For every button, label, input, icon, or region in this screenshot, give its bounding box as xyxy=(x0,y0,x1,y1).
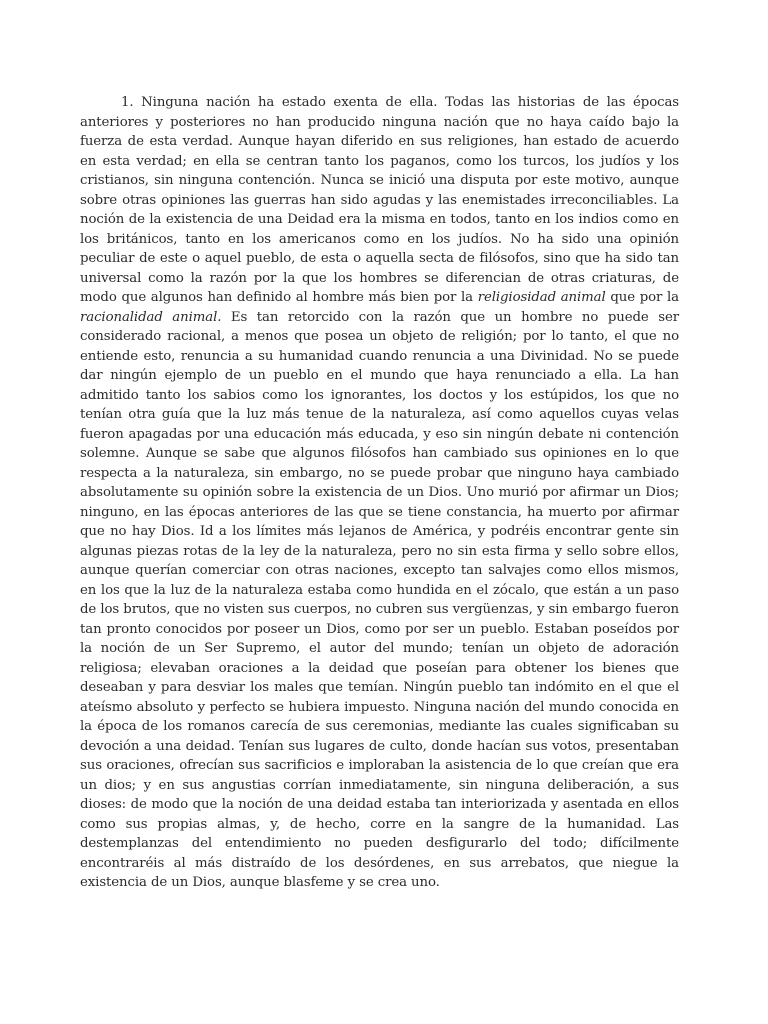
body-text xyxy=(80,93,679,893)
paragraph-1 xyxy=(80,93,679,893)
paragraph-segment-1: 1. Ninguna nación ha estado exenta de ella. Todas las historias de las épocas anteriores y posteriores no han producido ninguna nación que no haya caído bajo la fuerza de esta verdad. Aunque hayan diferido en sus religiones, han estado de acuerdo en esta verdad; en ella se centran tanto los paganos, como los turcos, los judíos y los cristianos, sin ninguna contención. Nunca se inició una disputa por este motivo, aunque sobre otras opiniones las guerras han sido agudas y las enemistades irreconciliables. La noción de la existencia de una Deidad era la misma en todos, tanto en los indios como en los británicos, tanto en los americanos como en los judíos. No ha sido una opinión peculiar de este o aquel pueblo, de esta o aquella secta de filósofos, sino que ha sido tan universal como la razón por la que los hombres se diferencian de otras criaturas, de modo que algunos han definido al hombre más bien por la xyxy=(80,95,679,305)
paragraph-segment-2: que por la xyxy=(605,290,679,305)
emphasis-religiosidad-animal: religiosidad animal xyxy=(477,290,606,305)
paragraph-segment-3: Es tan retorcido con la razón que un hombre no puede ser considerado racional, a menos que posea un objeto de religión; por lo tanto, el que no entiende esto, renuncia a su humanidad cuando renuncia a una Divinidad. No se puede dar ningún ejemplo de un pueblo en el mundo que haya renunciado a ella. La han admitido tanto los sabios como los ignorantes, los doctos y los estúpidos, los que no tenían otra guía que la luz más tenue de la naturaleza, así como aquellos cuyas velas fueron apagadas por una educación más educada, y eso sin ningún debate ni contención solemne. Aunque se sabe que algunos filósofos han cambiado sus opiniones en lo que respecta a la naturaleza, sin embargo, no se puede probar que ninguno haya cambiado absolutamente su opinión sobre la existencia de un Dios. Uno murió por afirmar un Dios; ninguno, en las épocas anteriores de las que se tiene constancia, ha muerto por afirmar que no hay Dios. Id a los límites más lejanos de América, y podréis encontrar gente sin algunas piezas rotas de la ley de la naturaleza, pero no sin esta firma y sello sobre ellos, aunque querían comerciar con otras naciones, excepto tan salvajes como ellos mismos, en los que la luz de la naturaleza estaba como hundida en el zócalo, que están a un paso de los brutos, que no visten sus cuerpos, no cubren sus vergüenzas, y sin embargo fueron tan pronto conocidos por poseer un Dios, como por ser un pueblo. Estaban poseídos por la noción de un Ser Supremo, el autor del mundo; tenían un objeto de adoración religiosa; elevaban oraciones a la deidad que poseían para obtener los bienes que deseaban y para desviar los males que temían. Ningún pueblo tan indómito en el que el ateísmo absoluto y perfecto se hubiera impuesto. Ninguna nación del mundo conocida en la época de los romanos carecía de sus ceremonias, mediante las cuales significaban su devoción a una deidad. Tenían sus lugares de culto, donde hacían sus votos, presentaban sus oraciones, ofrecían sus sacrificios e imploraban la asistencia de lo que creían que era un dios; y en sus angustias corrían inmediatamente, sin ninguna deliberación, a sus dioses: de modo que la noción de una deidad estaba tan interiorizada y asentada en ellos como sus propias almas, y, de hecho, corre en la sangre de la humanidad. Las destemplanzas del entendimiento no pueden desfigurarlo del todo; difícilmente encontraréis al más distraído de los desórdenes, en sus arrebatos, que niegue la existencia de un Dios, aunque blasfeme y se crea uno. xyxy=(80,309,679,890)
emphasis-racionalidad-animal: racionalidad animal. xyxy=(80,309,222,325)
